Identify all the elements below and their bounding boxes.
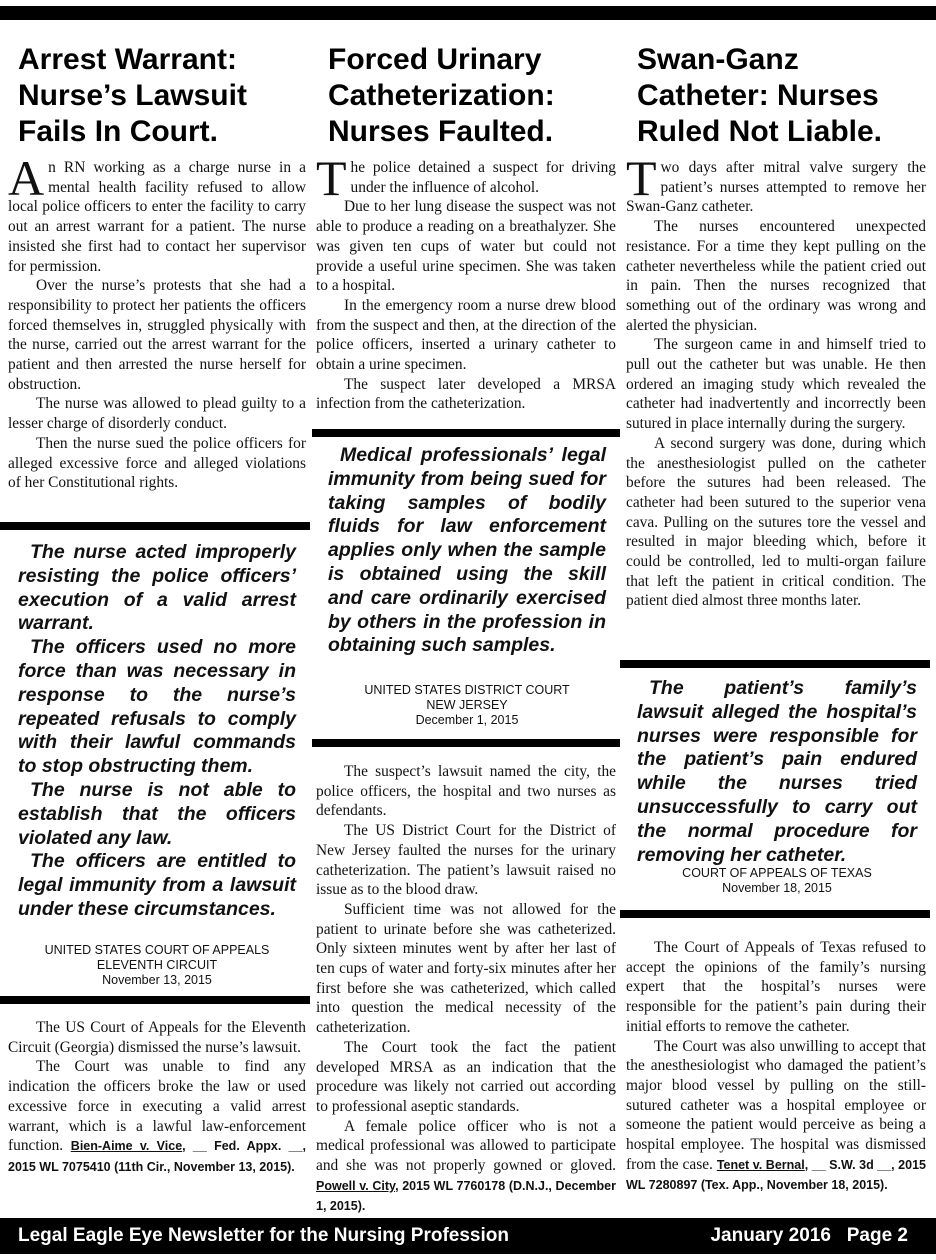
page-footer	[0, 1218, 936, 1254]
top-rule	[0, 6, 936, 20]
drop-cap: T	[316, 150, 347, 206]
headline: Swan-Ganz Catheter: Nurses Ruled Not Liable.	[637, 43, 883, 148]
pull-quote: Medical professionals’ legal immunity from being sued for taking samples of bodily fluids for law enforcement applies only when the sample is obtained using the skill and care ordinarily exercised by others in the profession in obtaining such samples.	[328, 444, 606, 657]
citation: Tenet v. Bernal, __ S.W. 3d __, 2015 WL 7280897 (Tex. App., November 18, 2015).	[626, 1157, 926, 1193]
lead-paragraph: An RN working as a charge nurse in a mental health facility refused to allow local police officers to enter the facility to carry out an arrest warrant for a patient. The nurse insisted she first had to contact her supervisor for permission.	[8, 150, 306, 275]
pull-quote: The patient’s family’s lawsuit alleged the hospital’s nurses were responsible for the patient’s pain endured while the nurses tried unsuccessfully to carry out the normal procedure for removing her catheter.	[637, 677, 917, 866]
lead-paragraph: The suspect later developed a MRSA infection from the catheterization.	[316, 375, 616, 413]
closing-paragraph: The Court was also unwilling to accept that the anesthesiologist who damaged the patient’s major blood vessel by pulling on the still-sutured catheter was a hospital employee or someone the patient would perceive as being a hospital employee. The hospital was dismissed from the case. Tenet v. Bernal, __ S.W. 3d __, 2015 WL 7280897 (Tex. App., November 18, 2015).	[626, 1037, 926, 1193]
closing-paragraph: The Court took the fact the patient developed MRSA as an indication that the procedure was likely not carried out according to professional aseptic standards.	[316, 1038, 616, 1115]
issue-date: January 2016	[710, 1225, 831, 1246]
headline: Arrest Warrant: Nurse’s Lawsuit Fails In Court.	[18, 43, 247, 148]
issue-info	[710, 1218, 908, 1254]
headline: Forced Urinary Catheterization: Nurses Faulted.	[328, 43, 555, 148]
closing-paragraph: The Court of Appeals of Texas refused to accept the opinions of the family’s nursing expert that the hospital’s nurses were responsible for the patient’s pain during their initial efforts to remove the catheter.	[626, 939, 926, 1035]
lead-paragraph: A second surgery was done, during which the anesthesiologist pulled on the catheter before the sutures had been released. The catheter had been sutured to the superior vena cava. Pulling on the sutures tore the vessel and resulted in major bleeding which, before it could be controlled, led to multi-organ failure that left the patient in critical condition. The patient died almost three months later.	[626, 434, 926, 610]
lead-paragraph: The police detained a suspect for driving under the influence of alcohol.	[316, 150, 616, 206]
citation: Powell v. City, 2015 WL 7760178 (D.N.J., December 1, 2015).	[316, 1178, 616, 1214]
section-rule	[0, 996, 310, 1004]
newsletter-title: Legal Eagle Eye Newsletter for the Nursing Profession	[18, 1225, 509, 1246]
court-attribution: UNITED STATES COURT OF APPEALS ELEVENTH CIRCUIT November 13, 2015	[44, 943, 270, 987]
lead-paragraph: The nurse was allowed to plead guilty to a lesser charge of disorderly conduct.	[8, 395, 306, 433]
section-rule	[620, 910, 930, 918]
drop-cap: A	[8, 150, 45, 206]
lead-paragraph: Then the nurse sued the police officers for alleged excessive force and alleged violations of her Constitutional rights.	[8, 434, 306, 492]
pull-quote: The nurse acted improperly resisting the police officers’ execution of a valid arrest warrant. The officers used no more force than was necessary in response to the nurse’s repeated refusals to comply with their lawful commands to stop obstructing them. The nurse is not able to establish that the officers violated any law. The officers are entitled to legal immunity from a lawsuit under these circumstances.	[18, 541, 296, 920]
section-rule	[0, 522, 310, 530]
closing-paragraph: The Court was unable to find any indication the officers broke the law or used excessive force in executing a valid arrest warrant, which is a lawful law-enforcement function. Bien-Aime v. Vice, __ Fed. Appx. __, 2015 WL 7075410 (11th Cir., November 13, 2015).	[8, 1058, 306, 1174]
closing-paragraph: The US Court of Appeals for the Eleventh Circuit (Georgia) dismissed the nurse’s lawsuit.	[8, 1019, 306, 1056]
lead-paragraph: The surgeon came in and himself tried to pull out the catheter but was unable. He then ordered an imaging study which revealed the catheter had inadvertently and incorrectly been sutured in place internally during the surgery.	[626, 336, 926, 433]
closing-text	[316, 762, 616, 1217]
lead-paragraph: Two days after mitral valve surgery the patient’s nurses attempted to remove her Swan-Ganz catheter.	[626, 150, 926, 216]
closing-paragraph: The suspect’s lawsuit named the city, the police officers, the hospital and two nurses as defendants.	[316, 763, 616, 820]
closing-paragraph: A female police officer who is not a medical professional was allowed to participate and she was not properly gowned or gloved. Powell v. City, 2015 WL 7760178 (D.N.J., December 1, 2015).	[316, 1117, 616, 1214]
section-rule	[312, 429, 620, 437]
court-attribution: UNITED STATES DISTRICT COURT NEW JERSEY December 1, 2015	[364, 683, 570, 727]
closing-paragraph: Sufficient time was not allowed for the patient to urinate before she was catheterized. Only sixteen minutes went by after her last of ten cups of water and forty-six minutes after her first before she was catheterized, which called into question the medical necessity of the catheterization.	[316, 900, 616, 1037]
citation: Bien-Aime v. Vice, __ Fed. Appx. __, 2015 WL 7075410 (11th Cir., November 13, 2015).	[8, 1139, 306, 1174]
lead-paragraph: Over the nurse’s protests that she had a responsibility to protect her patients the officers forced themselves in, struggled physically with the nurse, carried out the arrest warrant for the patient and then arrested the nurse herself for obstruction.	[8, 277, 306, 393]
lead-paragraph: Due to her lung disease the suspect was not able to produce a reading on a breathalyzer. She was given ten cups of water but could not provide a useful urine specimen. She was taken to a hospital.	[316, 198, 616, 295]
lead-text	[316, 150, 616, 414]
lead-paragraph: In the emergency room a nurse drew blood from the suspect and then, at the direction of the police officers, inserted a urinary catheter to obtain a urine specimen.	[316, 296, 616, 374]
page-number: Page 2	[846, 1225, 908, 1246]
closing-text	[626, 938, 926, 1196]
closing-text	[8, 1018, 306, 1178]
closing-paragraph: The US District Court for the District of New Jersey faulted the nurses for the urinary catheterization. The patient’s lawsuit raised no issue as to the blood draw.	[316, 822, 616, 899]
section-rule	[620, 660, 930, 668]
section-rule	[312, 739, 620, 747]
lead-text	[626, 150, 926, 611]
lead-paragraph: The nurses encountered unexpected resistance. For a time they kept pulling on the catheter nevertheless while the patient cried out in pain. Then the nurses recognized that something out of the ordinary was wrong and alerted the physician.	[626, 218, 926, 334]
lead-text	[8, 150, 306, 493]
drop-cap: T	[626, 150, 657, 206]
court-attribution: COURT OF APPEALS OF TEXAS November 18, 2015	[682, 866, 872, 895]
